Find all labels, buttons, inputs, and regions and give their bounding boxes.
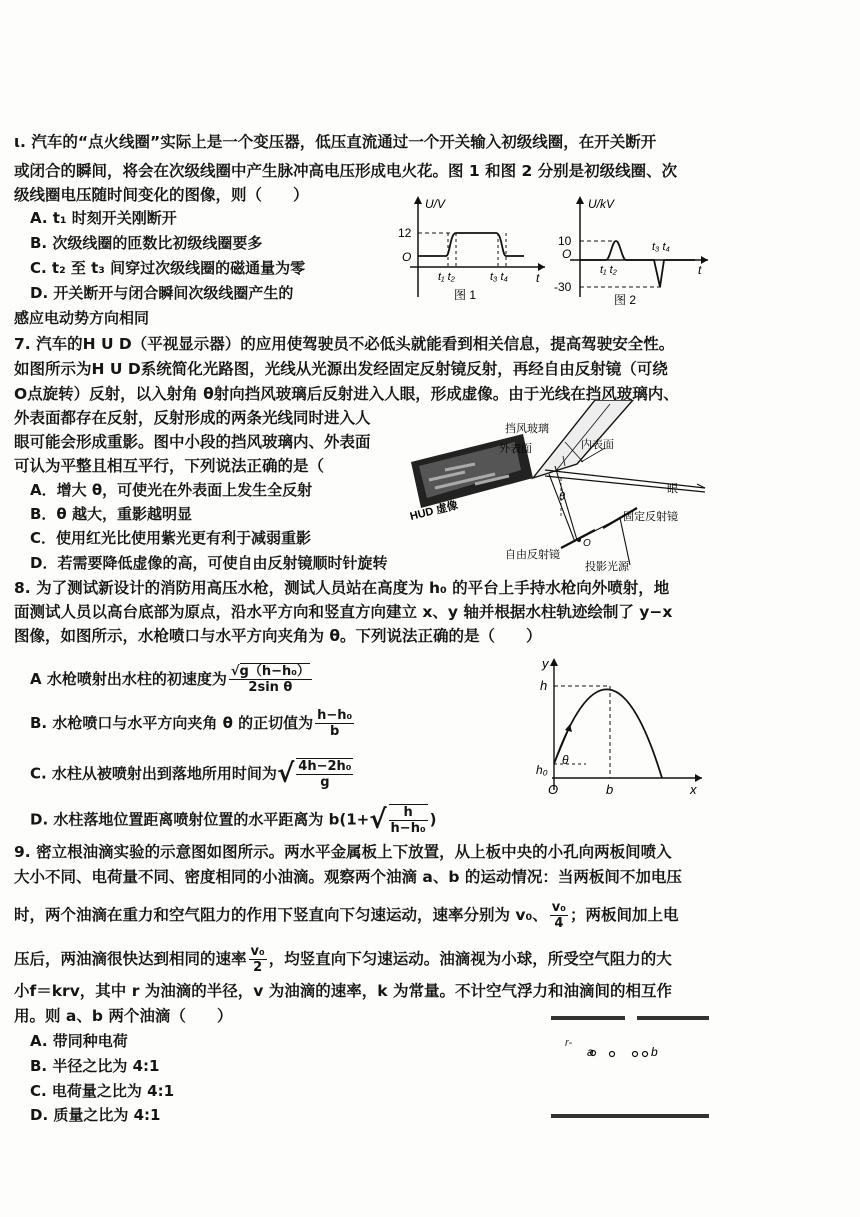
- fig1-t-label: t: [536, 271, 540, 285]
- label-o: O: [583, 538, 591, 549]
- q9-line4-text-end: ，均竖直向下匀速运动。油滴视为小球，所受空气阻力的大: [268, 950, 672, 968]
- label-theta: θ: [562, 753, 569, 767]
- label-windshield: 挡风玻璃: [505, 423, 549, 435]
- q9-option-c: C. 电荷量之比为 4:1: [30, 1082, 175, 1100]
- fig1-caption: 图 1: [454, 288, 477, 302]
- q8-option-d-numerator: h: [389, 805, 428, 821]
- label-y-axis: y: [542, 656, 549, 671]
- q9-line4-fraction: [249, 944, 267, 975]
- q9-line3-numerator: v₀: [551, 900, 566, 915]
- label-fixed-mirror: 固定反射镜: [623, 511, 678, 523]
- q7-option-d: D．若需要降低虚像的高，可使自由反射镜顺时针旋转: [30, 554, 388, 572]
- q6-option-b: B. 次级线圈的匝数比初级线圈要多: [30, 234, 263, 252]
- q9-line3-text: 时，两个油滴在重力和空气阻力的作用下竖直向下匀速运动，速率分别为 v₀、: [14, 906, 548, 924]
- q8-option-c-expression: [296, 758, 353, 790]
- label-hud-virtual-image: HUD 虚像: [408, 499, 460, 523]
- fig1-ylabel: U/V: [425, 197, 446, 211]
- label-outer-surface: 外表面: [499, 443, 532, 455]
- q7-line1: 7. 汽车的H U D（平视显示器）的应用使驾驶员不必低头就能看到相关信息，提高驾驶安全性。: [14, 335, 675, 353]
- label-x-axis: x: [690, 782, 697, 797]
- q8-line3: 图像，如图所示，水枪喷口与水平方向夹角为 θ。下列说法正确的是（ ）: [14, 627, 542, 645]
- q7-hud-figure: [405, 400, 735, 575]
- fig2-t-label: t: [698, 263, 702, 277]
- q7-line3: O点旋转）反射，以入射角 θ射向挡风玻璃后反射进入人眼，形成虚像。由于光线在挡风玻璃内、: [14, 385, 679, 403]
- label-eye: 眼: [667, 483, 678, 495]
- q8-option-a-expression: $\frac{\text{√g（h−h₀）}}{\text{2sin θ}}$: [230, 664, 310, 695]
- q9-line5: 小f＝krv，其中 r 为油滴的半径，v 为油滴的速率，k 为常量。不计空气浮力和油滴间的相互作: [14, 982, 672, 1000]
- q8-option-d-close: ): [429, 810, 437, 829]
- q6-figure-1: [390, 192, 550, 304]
- q8-option-d-denominator: h−h₀: [390, 821, 426, 836]
- q8-option-a-text: A 水枪喷射出水柱的初速度为: [30, 670, 227, 688]
- q8-option-a-numerator: g（h−h₀）: [239, 664, 310, 679]
- label-light-source: 投影光源: [585, 561, 629, 573]
- q8-option-d: D. 水柱落地位置距离喷射位置的水平距离为 b(1+√ $\frac{h}{\text{h−h₀}}$ ): [30, 805, 437, 836]
- fig2-origin: O: [562, 247, 572, 261]
- fig2-tick-minus30: -30: [554, 280, 572, 294]
- q7-option-c: C．使用红光比使用紫光更有利于减弱重影: [30, 529, 312, 547]
- q8-option-b-numerator: h−h₀: [317, 708, 353, 723]
- q6-line2: 或闭合的瞬间，将会在次级线圈中产生脉冲高电压形成电火花。图 1 和图 2 分别是初级线圈、次: [14, 162, 678, 180]
- label-b: b: [606, 782, 614, 797]
- label-theta: θ: [559, 491, 565, 503]
- q7-line6: 可认为平整且相互平行，下列说法正确的是（: [14, 457, 325, 475]
- label-origin: O: [548, 782, 559, 797]
- q6-option-c: C. t₂ 至 t₃ 间穿过次级线圈的磁通量为零: [30, 259, 306, 277]
- q9-line3-denominator: 4: [554, 916, 564, 931]
- q8-option-b-denominator: b: [330, 724, 340, 739]
- q8-option-b-text: B. 水枪喷口与水平方向夹角 θ 的正切值为: [30, 714, 314, 732]
- q9-line2: 大小不同、电荷量不同、密度相同的小油滴。观察两个油滴 a、b 的运动情况：当两板间不加电压: [14, 868, 682, 886]
- q6-figure-2: [550, 192, 715, 310]
- q8-option-c: C. 水柱从被喷射出到落地所用时间为√ $\frac{\text{4h−2h₀}}{g}$: [30, 759, 352, 790]
- q6-line3: 级线圈电压随时间变化的图像，则（ ）: [14, 186, 309, 204]
- label-droplet-a: a: [587, 1045, 594, 1059]
- q9-line4-text: 压后，两油滴很快达到相同的速率: [14, 950, 247, 968]
- q8-option-d-expression: [389, 804, 428, 836]
- fig2-tick-10: 10: [558, 234, 572, 248]
- q8-option-c-denominator: g: [320, 775, 330, 790]
- fig1-origin: O: [402, 250, 412, 264]
- q9-plates-figure: [545, 1010, 715, 1125]
- q8-option-b: [30, 708, 356, 739]
- q6-option-a: A. t₁ 时刻开关刚断开: [30, 209, 177, 227]
- q9-line3-text-end: ；两板间加上电: [569, 906, 679, 924]
- q8-trajectory-figure: [530, 652, 710, 800]
- q6-line1: ι. 汽车的“点火线圈”实际上是一个变压器，低压直流通过一个开关输入初级线圈，在开关断开: [14, 133, 657, 151]
- label-free-mirror: 自由反射镜: [505, 549, 560, 561]
- upper-plate-left: [551, 1016, 625, 1020]
- label-h0: h₀: [536, 763, 548, 777]
- fig2-ylabel: U/kV: [588, 197, 615, 211]
- q9-option-d: D. 质量之比为 4:1: [30, 1106, 161, 1124]
- q7-line4: 外表面都存在反射，反射形成的两条光线同时进入人: [14, 409, 371, 427]
- label-h: h: [540, 678, 548, 693]
- fig2-t1t2: t₁ t₂: [600, 264, 617, 276]
- q7-line2: 如图所示为H U D系统简化光路图，光线从光源出发经固定反射镜反射，再经自由反射镜（可绕: [14, 360, 668, 378]
- fig1-tick-12: 12: [398, 226, 412, 240]
- q9-line4-numerator: v₀: [250, 944, 265, 959]
- q9-line3: [14, 900, 678, 931]
- q8-option-b-expression: [315, 708, 354, 739]
- q8-option-a-denominator: 2sin θ: [248, 680, 293, 695]
- q8-option-c-text: C. 水柱从被喷射出到落地所用时间为: [30, 764, 277, 783]
- upper-plate-right: [637, 1016, 709, 1020]
- q9-option-b: B. 半径之比为 4:1: [30, 1057, 160, 1075]
- q7-line5: 眼可能会形成重影。图中小段的挡风玻璃内、外表面: [14, 433, 371, 451]
- q9-line4-denominator: 2: [253, 960, 263, 975]
- q8-line1: 8. 为了测试新设计的消防用高压水枪，测试人员站在高度为 h₀ 的平台上手持水枪向外喷射，地: [14, 579, 670, 597]
- q6-option-d: D. 开关断开与闭合瞬间次级线圈产生的: [30, 284, 294, 302]
- fig1-t3t4: t₃ t₄: [490, 271, 508, 283]
- label-droplet-b: b: [651, 1045, 658, 1059]
- label-inner-surface: 内表面: [581, 439, 614, 451]
- q7-option-b: B．θ 越大，重影越明显: [30, 505, 192, 523]
- q8-line2: 面测试人员以高台底部为原点，沿水平方向和竖直方向建立 x、y 轴并根据水柱轨迹绘制了 y−x: [14, 603, 673, 621]
- fig1-t1t2: t₁ t₂: [438, 271, 455, 283]
- svg-text:r-: r-: [565, 1037, 573, 1049]
- lower-plate: [551, 1114, 709, 1118]
- q8-option-d-text: D. 水柱落地位置距离喷射位置的水平距离为 b(1+: [30, 810, 370, 829]
- q9-line4: [14, 944, 672, 975]
- q9-line6: 用。则 a、b 两个油滴（ ）: [14, 1007, 233, 1025]
- fig2-caption: 图 2: [614, 293, 637, 307]
- q9-line3-fraction: [550, 900, 568, 931]
- q6-option-d-cont: 感应电动势方向相同: [14, 309, 150, 327]
- q8-option-a: [30, 664, 314, 695]
- q9-option-a: A. 带同种电荷: [30, 1032, 128, 1050]
- q8-option-c-numerator: 4h−2h₀: [298, 759, 352, 774]
- q9-line1: 9. 密立根油滴实验的示意图如图所示。两水平金属板上下放置，从上板中央的小孔向两板间喷入: [14, 843, 672, 861]
- q7-option-a: A．增大 θ，可使光在外表面上发生全反射: [30, 481, 313, 499]
- fig2-t3t4: t₃ t₄: [652, 241, 670, 253]
